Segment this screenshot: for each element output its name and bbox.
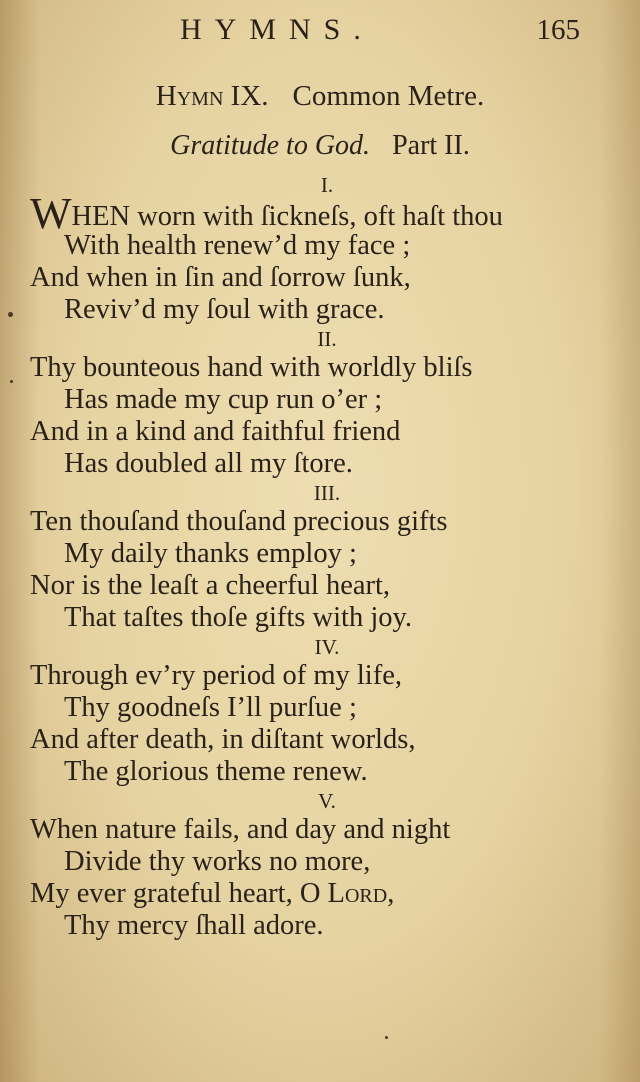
verse-line: Divide thy works no more, [64,846,371,877]
verse-line: That taſtes thoſe gifts with joy. [64,602,413,633]
subtitle-text: Gratitude to God. [170,130,371,161]
hymn-heading [0,78,640,114]
verse-line: Nor is the leaſt a cheerful heart, [30,570,391,601]
verse-line-first [0,189,640,238]
drop-capital-w: W [30,189,72,238]
lord-line-suffix: , [387,878,395,909]
verse-line-lord [0,878,640,910]
verse-line: Reviv’d my ſoul with grace. [64,294,385,325]
running-title: HYMNS. [180,13,374,46]
stanza-number: I. [320,173,334,197]
page-number: 165 [536,14,580,46]
lord-word: Lord [327,878,388,909]
lord-line-prefix: My ever grateful heart, O [30,878,328,909]
hymn-metre: Common Metre. [292,80,485,112]
verse-line: Thy goodneſs I’ll purſue ; [64,692,357,723]
stanza-number: V. [318,789,336,813]
ink-speck [10,380,13,383]
verse-line: Ten thouſand thouſand precious gifts [30,506,448,537]
stanza-number: III. [313,481,341,505]
ink-speck [385,1036,388,1039]
verse-line: With health renew’d my face ; [64,230,411,261]
running-head [0,10,640,50]
verse-line: And after death, in diſtant worlds, [30,724,416,755]
verse-line: And in a kind and faithful friend [30,416,401,447]
stanza-number: IV. [314,635,340,659]
verse-line: When nature fails, and day and night [30,814,451,845]
ink-speck [8,312,13,317]
hymn-label: Hymn [155,80,224,112]
verse-line-first-rest: HEN worn with ſickneſs, oft haſt thou [71,201,503,232]
verse-line: Thy bounteous hand with worldly bliſs [30,352,473,383]
verse-line: Thy mercy ſhall adore. [64,910,324,941]
verse-line: The glorious theme renew. [64,756,368,787]
hymn-body [0,172,640,942]
verse-line: Has made my cup run o’er ; [64,384,383,415]
verse-line: Has doubled all my ſtore. [64,448,353,479]
stanza-number: II. [317,327,337,351]
hymn-number: IX. [230,80,269,112]
hymn-subtitle [0,128,640,164]
verse-line: Through ev’ry period of my life, [30,660,402,691]
part-label: Part II. [392,130,470,161]
verse-line: My daily thanks employ ; [64,538,357,569]
verse-line: And when in ſin and ſorrow ſunk, [30,262,411,293]
